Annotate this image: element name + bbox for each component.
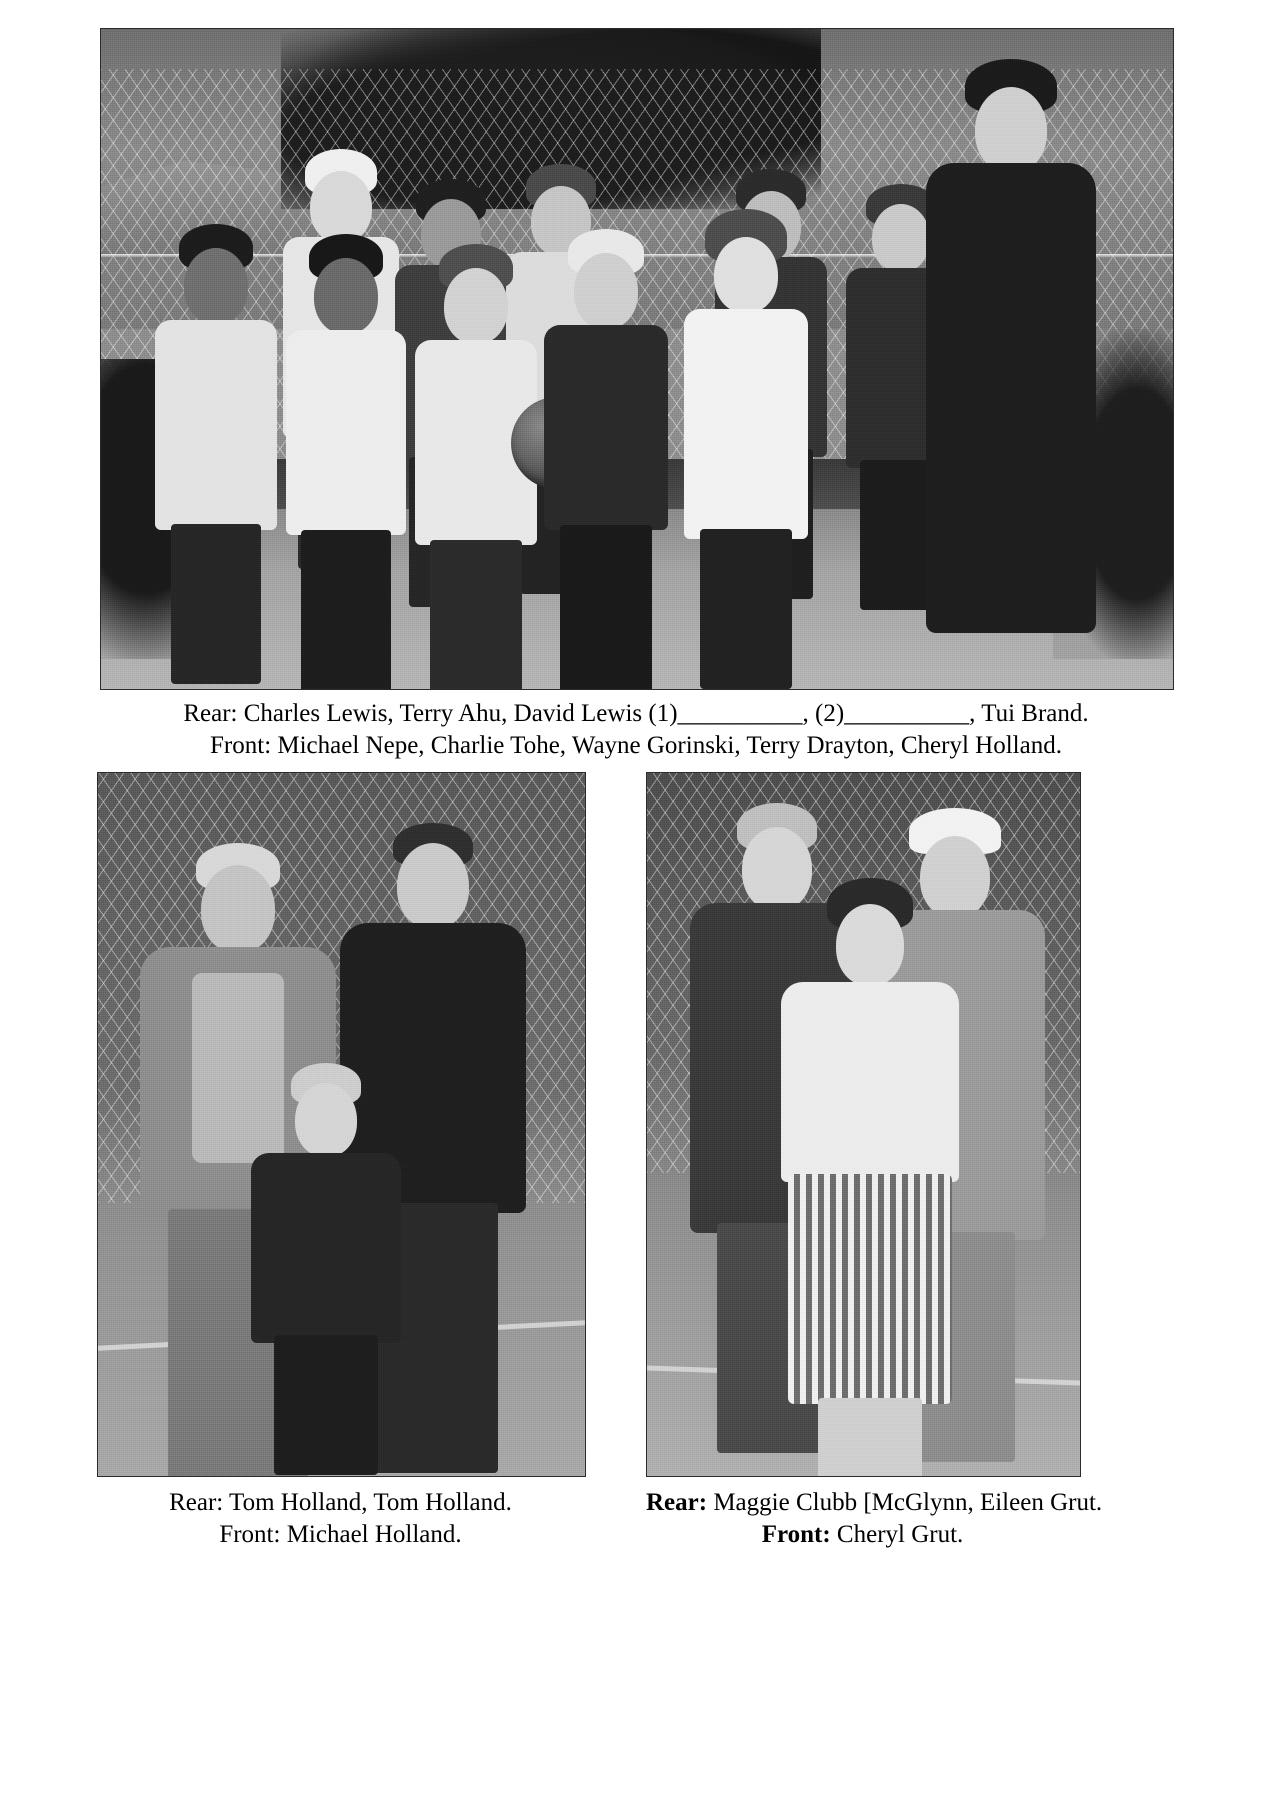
caption-front-names: Cheryl Grut. — [830, 1521, 964, 1548]
person-front-row — [281, 234, 411, 690]
caption-front-label: Front: — [761, 1521, 831, 1548]
photo-holland-group — [97, 772, 586, 1477]
caption-line-rear: Rear: Charles Lewis, Terry Ahu, David Lewis (1)__________, (2)__________, Tui Brand. — [183, 700, 1089, 727]
caption-line-front: Front: Michael Holland. — [219, 1521, 462, 1548]
person-front-row-girl — [681, 209, 811, 690]
person-girl-front — [775, 878, 965, 1458]
person-adult-woman — [921, 59, 1101, 679]
caption-grut-group — [646, 1487, 1103, 1551]
caption-line-rear — [646, 1487, 1103, 1519]
caption-line-front — [646, 1519, 1079, 1551]
photo-grut-group — [646, 772, 1081, 1477]
caption-rear-names: Maggie Clubb [McGlynn, Eileen Grut. — [707, 1489, 1103, 1516]
person-front-row — [541, 229, 671, 690]
caption-class-group — [100, 698, 1172, 762]
photo-class-group — [100, 28, 1174, 690]
caption-line-front: Front: Michael Nepe, Charlie Tohe, Wayne Gorinski, Terry Drayton, Cheryl Holland. — [210, 732, 1062, 759]
person-front-row — [151, 224, 281, 690]
caption-rear-label: Rear: — [646, 1489, 708, 1516]
caption-holland-group — [97, 1487, 584, 1551]
caption-line-rear: Rear: Tom Holland, Tom Holland. — [169, 1489, 512, 1516]
person-boy-front — [246, 1063, 406, 1473]
